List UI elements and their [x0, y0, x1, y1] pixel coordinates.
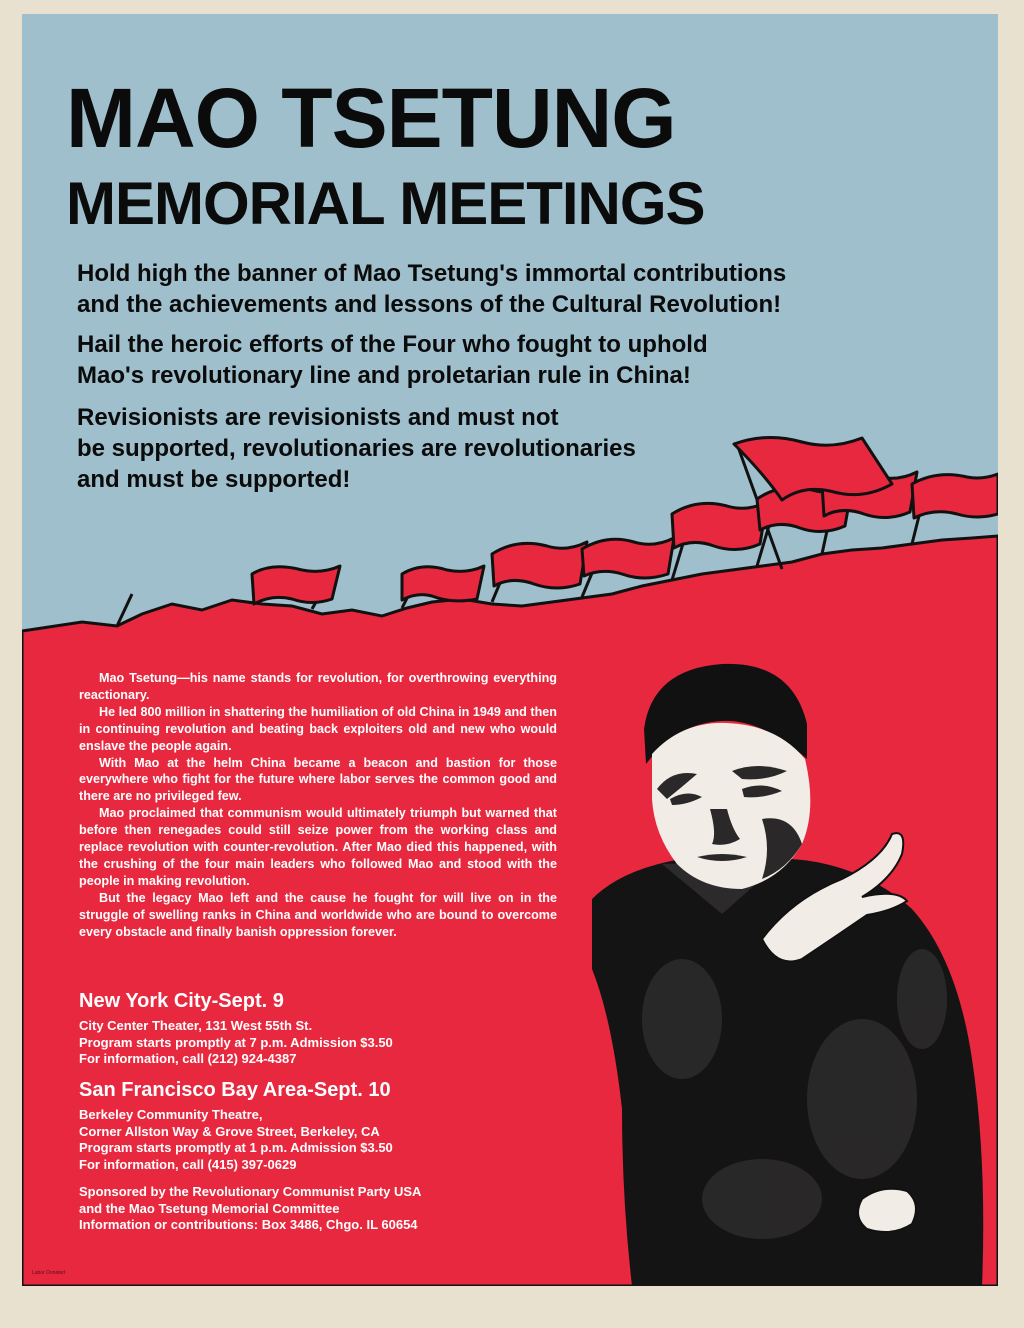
body-paragraph: But the legacy Mao left and the cause he fought for will live on in the struggle of swelling ranks in China and worldwide who are bound to overcome every obstacle and finally banish oppression forever. — [79, 890, 557, 939]
event-details-san-francisco: Berkeley Community Theatre, Corner Allston Way & Grove Street, Berkeley, CA Program starts promptly at 1 p.m. Admission $3.50 For information, call (415) 397-0629 — [79, 1107, 393, 1172]
body-paragraph: He led 800 million in shattering the humiliation of old China in 1949 and then in continuing revolution and beating back exploiters old and new who would enslave the people again. — [79, 704, 557, 753]
body-text — [79, 670, 557, 941]
flag-8 — [912, 474, 998, 518]
event-details-new-york: City Center Theater, 131 West 55th St. Program starts promptly at 7 p.m. Admission $3.50 For information, call (212) 924-4387 — [79, 1018, 393, 1066]
body-paragraph: Mao proclaimed that communism would ultimately triumph but warned that before then renegades could still seize power from the working class and replace revolution with counter-revolution. After Mao died this happened, with the crushing of the four main leaders who followed Mao and stood with the people in making revolution. — [79, 806, 557, 888]
title-line-1: MAO TSETUNG — [66, 71, 676, 165]
slogan-revisionists: Revisionists are revisionists and must not be supported, revolutionaries are revolutionaries and must be supported! — [77, 404, 636, 493]
body-paragraph: With Mao at the helm China became a beacon and bastion for those everywhere who fight for the future where labor serves the common good and there are no privileged few. — [79, 755, 557, 804]
slogan-four: Hail the heroic efforts of the Four who fought to uphold Mao's revolutionary line and proletarian rule in China! — [77, 331, 708, 389]
slogan-banner: Hold high the banner of Mao Tsetung's immortal contributions and the achievements and lessons of the Cultural Revolution! — [77, 260, 787, 318]
portrait-lower-hand — [858, 1189, 916, 1232]
flag-3 — [492, 542, 587, 588]
flag-1 — [252, 566, 340, 604]
sponsor-info: Sponsored by the Revolutionary Communist Party USA and the Mao Tsetung Memorial Committee Information or contributions: Box 3486, Chgo. IL 60654 — [79, 1184, 422, 1232]
union-bug: Labor Donated — [32, 1270, 66, 1276]
flag-2 — [402, 566, 484, 601]
event-title-san-francisco: San Francisco Bay Area-Sept. 10 — [79, 1079, 391, 1101]
flag-4 — [582, 538, 674, 578]
body-paragraph: Mao Tsetung—his name stands for revolution, for overthrowing everything reactionary. — [79, 671, 557, 702]
event-title-new-york: New York City-Sept. 9 — [79, 990, 284, 1012]
title-line-2: MEMORIAL MEETINGS — [66, 170, 705, 237]
mao-portrait-illustration — [562, 639, 998, 1286]
poster — [22, 14, 998, 1286]
flag-5 — [672, 502, 767, 550]
